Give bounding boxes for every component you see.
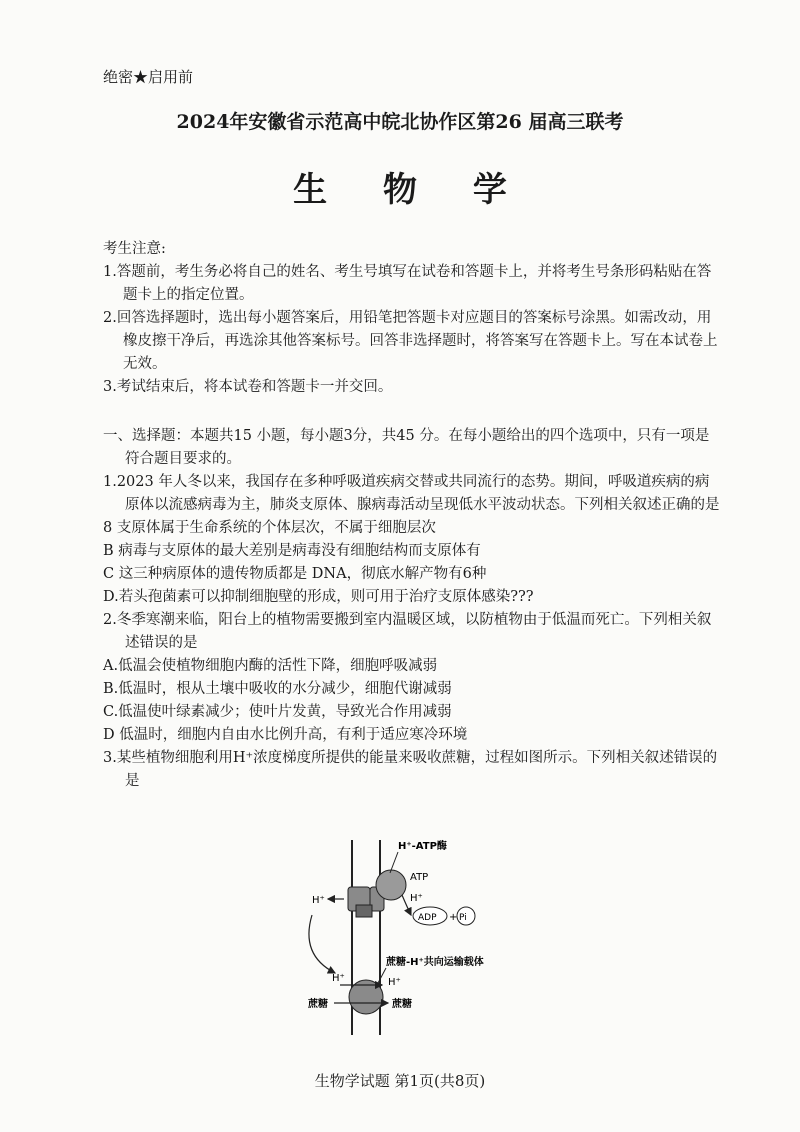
h-return-arrow: [309, 915, 335, 973]
h-ion-label: H⁺: [410, 893, 423, 904]
atp-label: ATP: [410, 872, 429, 883]
proton-sucrose-transport-diagram: [290, 835, 540, 1035]
question-2-option: D 低温时，细胞内自由水比例升高，有利于适应寒冷环境: [103, 727, 468, 743]
candidate-notes: [103, 238, 723, 399]
sucrose-label: 蔗糖: [392, 999, 412, 1010]
section-heading: 一、选择题：本题共15 小题，每小题3分，共45 分。在每小题给出的四个选项中，只有一项是符合题目要求的。: [103, 428, 710, 467]
confidential-label: 绝密★启用前: [103, 68, 194, 86]
question-2-option: C.低温使叶绿素减少；使叶片发黄，导致光合作用减弱: [103, 704, 452, 720]
plus-sign: +: [449, 912, 458, 923]
atpase-base: [356, 905, 372, 917]
question-1-option: D.若头孢菌素可以抑制细胞壁的形成，则可用于治疗支原体感染???: [103, 589, 534, 605]
question-1-option: C 这三种病原体的遗传物质都是 DNA，彻底水解产物有6种: [103, 566, 487, 582]
section-multiple-choice: [103, 425, 723, 793]
question-2-stem: 2.冬季寒潮来临，阳台上的植物需要搬到室内温暖区域，以防植物由于低温而死亡。下列相关叙述错误的是: [103, 612, 712, 651]
exam-title: 2024年安徽省示范高中皖北协作区第26 届高三联考: [176, 111, 624, 133]
question-3-stem: 3.某些植物细胞利用H⁺浓度梯度所提供的能量来吸收蔗糖，过程如图所示。下列相关叙述错误的是: [103, 750, 718, 789]
adp-label: ADP: [418, 913, 437, 923]
question-1-option: B 病毒与支原体的最大差别是病毒没有细胞结构而支原体有: [103, 543, 481, 559]
question-1-stem: 1.2023 年人冬以来，我国存在多种呼吸道疾病交替或共同流行的态势。期间，呼吸道疾病的病原体以流感病毒为主，肺炎支原体、腺病毒活动呈现低水平波动状态。下列相关叙述正确的是: [103, 474, 720, 513]
atpase-head: [376, 870, 406, 900]
notes-heading: 考生注意:: [103, 241, 166, 257]
question-2-option: A.低温会使植物细胞内酶的活性下降，细胞呼吸减弱: [103, 658, 438, 674]
note-item: 2.回答选择题时，选出每小题答案后，用铅笔把答题卡对应题目的答案标号涂黑。如需改动，用橡皮擦干净后，再选涂其他答案标号。回答非选择题时，将答案写在答题卡上。写在本试卷上无效。: [103, 310, 718, 372]
sucrose-label: 蔗糖: [308, 999, 328, 1010]
note-item: 3.考试结束后，将本试卷和答题卡一并交回。: [103, 379, 393, 395]
page-footer: 生物学试题 第1页(共8页): [314, 1072, 486, 1090]
question-2-option: B.低温时，根从土壤中吸收的水分减少，细胞代谢减弱: [103, 681, 452, 697]
cotransporter-label: 蔗糖-H⁺共向运输载体: [386, 957, 484, 968]
h-ion-label: H⁺: [332, 973, 345, 984]
question-1-option: 8 支原体属于生命系统的个体层次，不属于细胞层次: [103, 520, 436, 536]
subject-title: 生 物 学: [293, 170, 529, 210]
atpase-label: H⁺-ATP酶: [398, 841, 447, 852]
pi-label: Pi: [459, 913, 467, 923]
h-ion-label: H⁺: [312, 895, 325, 906]
note-item: 1.答题前，考生务必将自己的姓名、考生号填写在试卷和答题卡上，并将考生号条形码粘贴在答题卡上的指定位置。: [103, 264, 712, 303]
h-ion-label: H⁺: [388, 977, 401, 988]
